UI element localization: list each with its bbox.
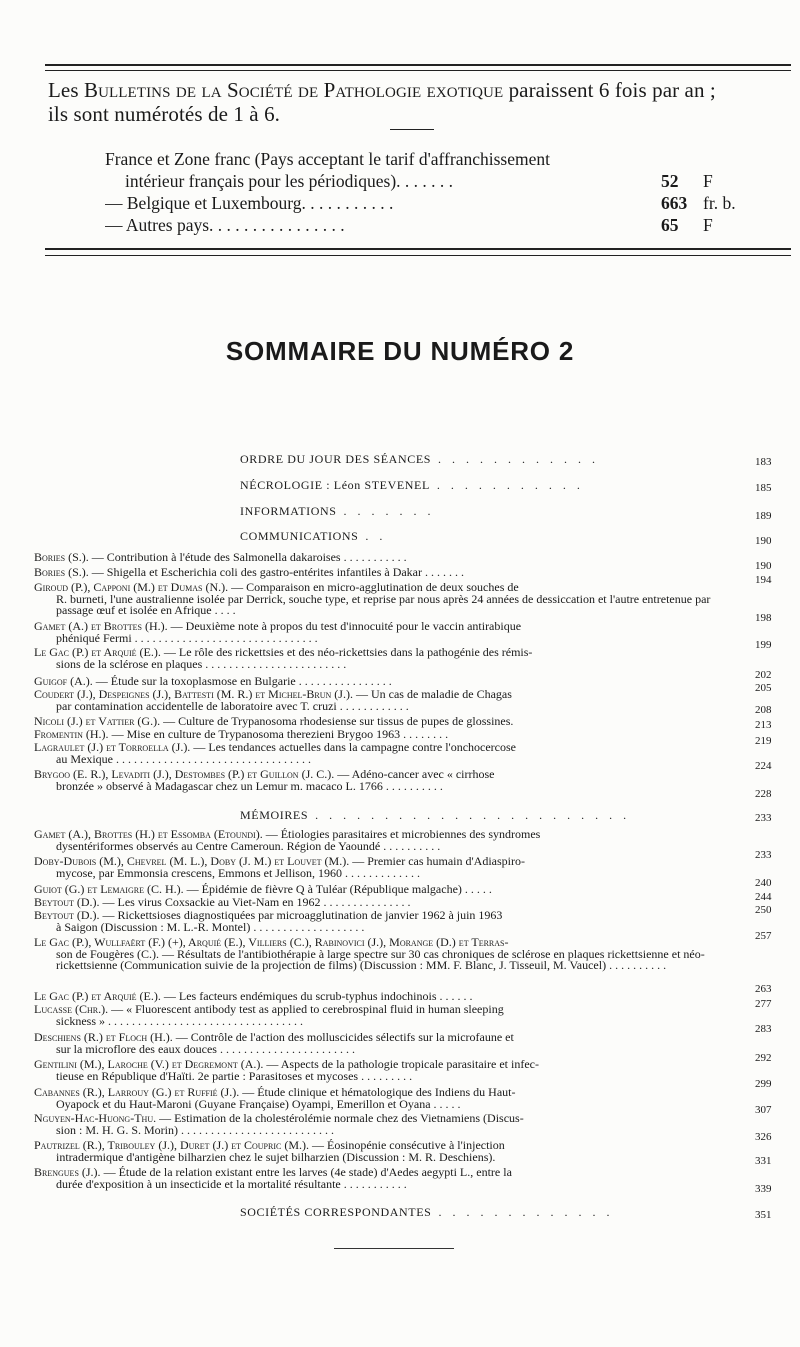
price-unit: fr. b. bbox=[703, 193, 736, 213]
entry-authors: Bories (S.). bbox=[34, 565, 89, 579]
entry-title: — Deuxième note à propos du test d'innocuité pour le vaccin antirabique bbox=[167, 619, 522, 633]
entry-continuation: mycose, par Emmonsia crescens, Emmons et Jellison, 1960 . . . . . . . . . . . . . bbox=[56, 865, 420, 880]
section-label: SOCIÉTÉS CORRESPONDANTES bbox=[240, 1205, 432, 1219]
entry-authors: Giroud (P.), Capponi (M.) et Dumas (N.). bbox=[34, 580, 229, 594]
page-number: 190 bbox=[755, 535, 772, 547]
entry-title: — Aspects de la pathologie tropicale parasitaire et infec- bbox=[263, 1057, 539, 1071]
price-label: — Belgique et Luxembourg bbox=[105, 193, 302, 213]
entry-title: — Épidémie de fièvre Q à Tuléar (République malgache) . . . . . bbox=[183, 882, 492, 896]
entry-authors: Nicoli (J.) et Vattier (G.). bbox=[34, 714, 161, 728]
entry-title: — Adéno-cancer avec « cirrhose bbox=[334, 767, 495, 781]
page-number: 263 bbox=[755, 983, 772, 995]
entry-continuation: sickness » . . . . . . . . . . . . . . . . . . . . . . . . . . . . . . . . . bbox=[56, 1013, 303, 1028]
entry-continuation: phéniqué Fermi . . . . . . . . . . . . . . . . . . . . . . . . . . . . . . . bbox=[56, 630, 318, 645]
page-number: 224 bbox=[755, 760, 772, 772]
entry-authors: Lagraulet (J.) et Torroella (J.). bbox=[34, 740, 191, 754]
entry-authors: Deschiens (R.) et Floch (H.). bbox=[34, 1030, 173, 1044]
entry-title: — Le rôle des rickettsies et des néo-rickettsies dans la pathogénie des rémis- bbox=[160, 645, 533, 659]
toc-entry bbox=[34, 1004, 724, 1027]
price-value: 663 bbox=[661, 193, 688, 213]
entry-authors: Le Gac (P.) et Arquié (E.). bbox=[34, 989, 161, 1003]
entry-title: — Étiologies parasitaires et microbiennes des syndromes bbox=[262, 827, 541, 841]
entry-authors: Beytout (D.). bbox=[34, 908, 100, 922]
leader-dots: . . bbox=[358, 529, 387, 543]
section-label: MÉMOIRES bbox=[240, 808, 309, 822]
page-number: 257 bbox=[755, 930, 772, 942]
section-informations bbox=[240, 504, 435, 519]
toc-entry bbox=[34, 582, 724, 617]
page-number: 205 bbox=[755, 682, 772, 694]
entry-continuation: au Mexique . . . . . . . . . . . . . . . . . . . . . . . . . . . . . . . . . bbox=[56, 751, 311, 766]
entry-authors: Gamet (A.) et Brottes (H.). bbox=[34, 619, 168, 633]
toc-entry bbox=[34, 991, 724, 1003]
page-number: 185 bbox=[755, 482, 772, 494]
entry-title: — Contribution à l'étude des Salmonella dakaroises . . . . . . . . . . . bbox=[88, 550, 407, 564]
leader-dots: . . . . . . . bbox=[336, 504, 435, 518]
page-number: 283 bbox=[755, 1023, 772, 1035]
page-number: 183 bbox=[755, 456, 772, 468]
entry-authors: Lucasse (Chr.). bbox=[34, 1002, 109, 1016]
page-number: 233 bbox=[755, 812, 772, 824]
section-societes bbox=[240, 1205, 613, 1220]
toc-entry bbox=[34, 647, 724, 670]
price-row bbox=[105, 149, 745, 171]
leader-dots: . . . . . . . . . . . . . . . . . . . . . . . bbox=[308, 808, 631, 822]
entry-authors: Nguyen-Hac-Huong-Thu. bbox=[34, 1111, 157, 1125]
entry-continuation: à Saigon (Discussion : M. L.-R. Montel) . . . . . . . . . . . . . . . . . . . bbox=[56, 919, 365, 934]
subscription-notice bbox=[48, 78, 793, 126]
price-double-rule-1 bbox=[45, 248, 791, 250]
top-double-rule-1 bbox=[45, 64, 791, 66]
price-double-rule-2 bbox=[45, 255, 791, 256]
price-unit: F bbox=[703, 215, 713, 235]
toc-entry bbox=[34, 1032, 724, 1055]
section-label: COMMUNICATIONS bbox=[240, 529, 359, 543]
page-number: 307 bbox=[755, 1104, 772, 1116]
page-number: 277 bbox=[755, 998, 772, 1010]
toc-entry bbox=[34, 937, 724, 972]
page-number: 213 bbox=[755, 719, 772, 731]
price-row bbox=[105, 193, 745, 215]
section-label: NÉCROLOGIE : Léon STEVENEL bbox=[240, 478, 430, 492]
entry-continuation: dysentériformes observés au Centre Cameroun. Région de Yaoundé . . . . . . . . . . bbox=[56, 838, 441, 853]
leader-dots: . . . . . . . . . . . . bbox=[431, 452, 600, 466]
entry-title: — Les virus Coxsackie au Viet-Nam en 1962 . . . . . . . . . . . . . . . bbox=[99, 895, 411, 909]
toc-entry bbox=[34, 567, 724, 579]
toc-entry bbox=[34, 552, 724, 564]
entry-title: — Éosinopénie consécutive à l'injection bbox=[308, 1138, 505, 1152]
entry-title: — Estimation de la cholestérolémie normale chez des Vietnamiens (Discus- bbox=[156, 1111, 524, 1125]
toc-entry bbox=[34, 769, 724, 792]
notice-bulletin-name: Bulletins de la Société de Pathologie exotique bbox=[83, 78, 504, 102]
page-number: 190 bbox=[755, 560, 772, 572]
price-label: France et Zone franc (Pays acceptant le tarif d'affranchissement bbox=[105, 149, 550, 169]
toc-entry bbox=[34, 1113, 724, 1136]
toc-entry bbox=[34, 689, 724, 712]
section-ordre bbox=[240, 452, 599, 467]
entry-title: — Un cas de maladie de Chagas bbox=[352, 687, 512, 701]
toc-entry bbox=[34, 910, 724, 933]
entry-continuation: par contamination accidentelle de laboratoire avec T. cruzi . . . . . . . . . . . . bbox=[56, 698, 409, 713]
toc-entry bbox=[34, 676, 724, 688]
entry-title: — Les tendances actuelles dans la campagne contre l'onchocercose bbox=[190, 740, 516, 754]
entry-title: — Culture de Trypanosoma rhodesiense sur tissus de pupes de glossines. bbox=[160, 714, 514, 728]
toc-entry bbox=[34, 621, 724, 644]
toc-entry bbox=[34, 742, 724, 765]
leader-dots: . . . . . . . bbox=[396, 171, 454, 191]
page-number: 299 bbox=[755, 1078, 772, 1090]
price-label: — Autres pays bbox=[105, 215, 210, 235]
toc-entry bbox=[34, 856, 724, 879]
entry-title: — Étude sur la toxoplasmose en Bulgarie . . . . . . . . . . . . . . . . bbox=[92, 674, 392, 688]
notice-line-2: ils sont numérotés de 1 à 6. bbox=[48, 102, 281, 126]
entry-authors: Gamet (A.), Brottes (H.) et Essomba (Etoundi). bbox=[34, 827, 263, 841]
page-number: 331 bbox=[755, 1155, 772, 1167]
leader-dots: . . . . . . . . . . . bbox=[301, 193, 394, 213]
section-label: ORDRE DU JOUR DES SÉANCES bbox=[240, 452, 432, 466]
entry-title: — Mise en culture de Trypanosoma therezieni Brygoo 1963 . . . . . . . . bbox=[108, 727, 449, 741]
page-number: 198 bbox=[755, 612, 772, 624]
toc-entry bbox=[34, 1059, 724, 1082]
toc-entry bbox=[34, 829, 724, 852]
entry-continuation: intradermique d'antigène bilharzien chez le sujet bilharzien (Discussion : M. R. Deschiens). bbox=[56, 1149, 496, 1164]
entry-authors: Brygoo (E. R.), Levaditi (J.), Destombes (P.) et Guillon (J. C.). bbox=[34, 767, 335, 781]
entry-continuation: durée d'exposition à un insecticide et la mortalité résultante . . . . . . . . . . . bbox=[56, 1176, 407, 1191]
entry-continuation: sions de la sclérose en plaques . . . . . . . . . . . . . . . . . . . . . . . . bbox=[56, 656, 347, 671]
entry-authors: Brengues (J.). bbox=[34, 1165, 101, 1179]
toc-entry bbox=[34, 1087, 724, 1110]
notice-text-c: paraissent 6 fois par an ; bbox=[503, 78, 716, 102]
page-number: 250 bbox=[755, 904, 772, 916]
entry-authors: Doby-Dubois (M.), Chevrel (M. L.), Doby (J. M.) et Louvet (M.). bbox=[34, 854, 350, 868]
entry-authors: Le Gac (P.) et Arquié (E.). bbox=[34, 645, 161, 659]
entry-title: — Comparaison en micro-agglutination de deux souches de bbox=[228, 580, 519, 594]
entry-authors: Le Gac (P.), Wullfaërt (F.) (+), Arquié (E.), Villiers (C.), Rabinovici (J.), Morange (D.) et Terras- bbox=[34, 935, 509, 949]
page-number: 228 bbox=[755, 788, 772, 800]
toc-entry bbox=[34, 1140, 724, 1163]
page-title: SOMMAIRE DU NUMÉRO 2 bbox=[225, 336, 575, 366]
entry-title: — « Fluorescent antibody test as applied to cerebrospinal fluid in human sleeping bbox=[108, 1002, 504, 1016]
price-row bbox=[105, 171, 745, 193]
page-number: 219 bbox=[755, 735, 772, 747]
page-number: 199 bbox=[755, 639, 772, 651]
section-necrologie bbox=[240, 478, 584, 493]
notice-text-a: Les bbox=[48, 78, 84, 102]
entry-authors: Pautrizel (R.), Tribouley (J.), Duret (J.) et Coupric (M.). bbox=[34, 1138, 309, 1152]
entry-continuation: R. burneti, l'une australienne isolée par Derrick, souche type, et reprise par nous après 24 années de dessiccation et l'autre entretenue par passage œuf et isolée en Afrique . . . . bbox=[56, 591, 711, 617]
page-number: 326 bbox=[755, 1131, 772, 1143]
entry-authors: Guiot (G.) et Lemaigre (C. H.). bbox=[34, 882, 184, 896]
short-divider bbox=[390, 129, 434, 130]
entry-authors: Fromentin (H.). bbox=[34, 727, 109, 741]
entry-title: — Contrôle de l'action des molluscicides sélectifs sur la microfaune et bbox=[172, 1030, 514, 1044]
entry-continuation: son de Fougères (C.). — Résultats de l'antibiothérapie à large spectre sur 30 cas chroniques de sclérose en plaques rickettsienne et néo-rickettsienne (Communication suivie de la projection de films) (Discussion : MM. F. Blanc, J. Tisseuil, M. Vaucel) . . . . . . . . . . bbox=[56, 946, 705, 972]
entry-title: — Les facteurs endémiques du scrub-typhus indochinois . . . . . . bbox=[160, 989, 473, 1003]
entry-authors: Cabannes (R.), Larrouy (G.) et Ruffié (J.). bbox=[34, 1085, 240, 1099]
entry-continuation: Oyapock et du Haut-Maroni (Guyane Française) Oyampi, Emerillon et Oyana . . . . . bbox=[56, 1096, 461, 1111]
top-double-rule-2 bbox=[45, 70, 791, 71]
toc-entry bbox=[34, 884, 724, 896]
entry-authors: Guigof (A.). bbox=[34, 674, 93, 688]
toc-entry bbox=[34, 729, 724, 741]
entry-continuation: sion : M. H. G. S. Morin) . . . . . . . . . . . . . . . . . . . . . . . . . . bbox=[56, 1122, 335, 1137]
entry-title: — Étude de la relation existant entre les larves (4e stade) d'Aedes aegypti L., entre la bbox=[100, 1165, 512, 1179]
leader-dots: . . . . . . . . . . . . . . . . bbox=[209, 215, 345, 235]
entry-continuation: sur la microflore des eaux douces . . . . . . . . . . . . . . . . . . . . . . . bbox=[56, 1041, 355, 1056]
entry-title: — Rickettsioses diagnostiquées par microagglutination de janvier 1962 à juin 1963 bbox=[99, 908, 503, 922]
section-label: INFORMATIONS bbox=[240, 504, 337, 518]
toc-entry bbox=[34, 1167, 724, 1190]
page-number: 240 bbox=[755, 877, 772, 889]
price-list bbox=[105, 149, 745, 237]
leader-dots: . . . . . . . . . . . . . bbox=[431, 1205, 614, 1219]
entry-authors: Gentilini (M.), Laroche (V.) et Degremont (A.). bbox=[34, 1057, 264, 1071]
page-number: 292 bbox=[755, 1052, 772, 1064]
price-label: intérieur français pour les périodiques) bbox=[125, 171, 397, 191]
entry-authors: Coudert (J.), Despeignes (J.), Battesti (M. R.) et Michel-Brun (J.). bbox=[34, 687, 353, 701]
toc-entry bbox=[34, 716, 724, 728]
entry-authors: Beytout (D.). bbox=[34, 895, 100, 909]
price-value: 65 bbox=[661, 215, 679, 235]
leader-dots: . . . . . . . . . . . bbox=[429, 478, 584, 492]
entry-authors: Bories (S.). bbox=[34, 550, 89, 564]
price-row bbox=[105, 215, 745, 237]
entry-title: — Premier cas humain d'Adiaspiro- bbox=[349, 854, 525, 868]
bottom-divider bbox=[334, 1248, 454, 1249]
price-unit: F bbox=[703, 171, 713, 191]
toc-entry bbox=[34, 897, 724, 909]
entry-title: — Shigella et Escherichia coli des gastro-entérites infantiles à Dakar . . . . . . . bbox=[88, 565, 465, 579]
section-memoires bbox=[240, 808, 630, 823]
page-number: 339 bbox=[755, 1183, 772, 1195]
page-number: 202 bbox=[755, 669, 772, 681]
entry-title: — Étude clinique et hématologique des Indiens du Haut- bbox=[239, 1085, 516, 1099]
page-number: 233 bbox=[755, 849, 772, 861]
price-value: 52 bbox=[661, 171, 679, 191]
page-number: 189 bbox=[755, 510, 772, 522]
section-communications bbox=[240, 529, 386, 544]
page-number: 194 bbox=[755, 574, 772, 586]
page-number: 351 bbox=[755, 1209, 772, 1221]
entry-continuation: tieuse en République d'Haïti. 2e partie : Parasitoses et mycoses . . . . . . . . . bbox=[56, 1068, 413, 1083]
page-number: 208 bbox=[755, 704, 772, 716]
page-number: 244 bbox=[755, 891, 772, 903]
entry-continuation: bronzée » observé à Madagascar chez un Lemur m. macaco L. 1766 . . . . . . . . . . bbox=[56, 778, 443, 793]
